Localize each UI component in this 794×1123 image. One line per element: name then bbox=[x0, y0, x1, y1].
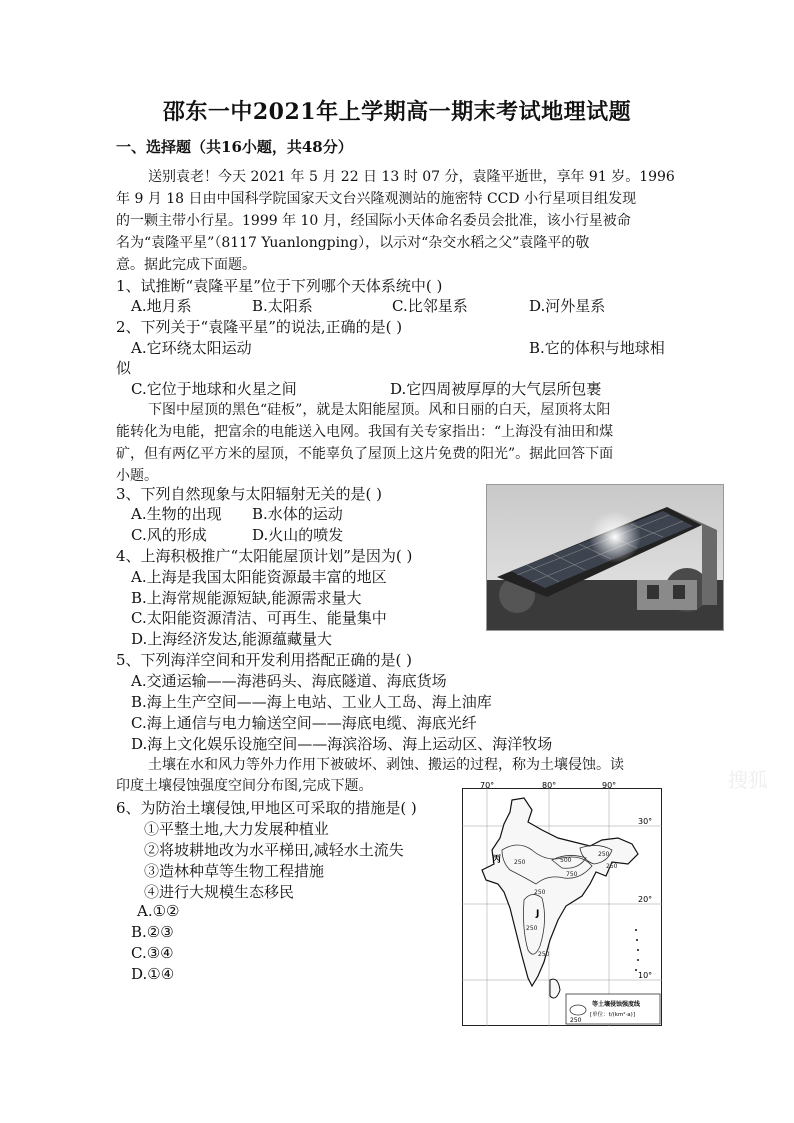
legend-unit: [单位：t/(km²·a)] bbox=[590, 1012, 635, 1018]
q6-stem: 6、为防治土壤侵蚀,甲地区可采取的措施是( ) bbox=[116, 799, 417, 817]
solar-roof-photo bbox=[486, 484, 724, 631]
q6-option-c[interactable]: C.③④ bbox=[131, 944, 174, 962]
intro2-line: 矿，但有两亿平方米的屋顶，不能辜负了屋顶上这片免费的阳光”。据此回答下面 bbox=[116, 446, 614, 462]
legend-value: 250 bbox=[570, 1017, 582, 1024]
q3-option-c[interactable]: C.风的形成 bbox=[131, 526, 207, 544]
page-title: 邵东一中2021年上学期高一期末考试地理试题 bbox=[162, 99, 632, 125]
q3-option-d[interactable]: D.火山的喷发 bbox=[252, 526, 344, 544]
q6-option-a[interactable]: A.①② bbox=[137, 902, 180, 920]
contour-label: 750 bbox=[566, 871, 578, 878]
q1-option-d[interactable]: D.河外星系 bbox=[529, 297, 606, 315]
q6-option-d[interactable]: D.①④ bbox=[131, 965, 175, 983]
contour-label: 250 bbox=[598, 851, 610, 858]
lat-label: 10° bbox=[638, 971, 653, 980]
intro1-line: 的一颗主带小行星。1999 年 10 月，经国际小天体命名委员会批准，该小行星被命 bbox=[116, 213, 631, 229]
intro1-line: 送别袁老！今天 2021 年 5 月 22 日 13 时 07 分，袁隆平逝世，享年 91 岁。1996 bbox=[148, 169, 675, 185]
q2-option-b-wrap: 似 bbox=[116, 359, 132, 377]
q2-option-d[interactable]: D.它四周被厚厚的大气层所包裹 bbox=[390, 380, 602, 398]
q5-stem: 5、下列海洋空间和开发利用搭配正确的是( ) bbox=[116, 651, 413, 669]
q6-option-b[interactable]: B.②③ bbox=[131, 923, 174, 941]
intro1-line: 意。据此完成下面题。 bbox=[116, 257, 256, 273]
q2-option-c[interactable]: C.它位于地球和火星之间 bbox=[131, 380, 297, 398]
q4-option-d[interactable]: D.上海经济发达,能源蕴藏量大 bbox=[131, 630, 333, 648]
section-heading: 一、选择题（共16小题，共48分） bbox=[116, 138, 353, 156]
q4-stem: 4、上海积极推广“太阳能屋顶计划”是因为( ) bbox=[116, 547, 413, 565]
q1-stem: 1、试推断“袁隆平星”位于下列哪个天体系统中( ) bbox=[116, 277, 443, 295]
intro3-line: 土壤在水和风力等外力作用下被破坏、剥蚀、搬运的过程，称为土壤侵蚀。读 bbox=[148, 757, 624, 773]
contour-label: 250 bbox=[606, 863, 618, 870]
intro2-line: 能转化为电能，把富余的电能送入电网。我国有关专家指出：“上海没有油田和煤 bbox=[116, 424, 614, 440]
q4-option-b[interactable]: B.上海常规能源短缺,能源需求量大 bbox=[131, 589, 362, 607]
q1-option-b[interactable]: B.太阳系 bbox=[252, 297, 313, 315]
legend-title: 等土壤侵蚀强度线 bbox=[592, 1001, 641, 1008]
q1-option-c[interactable]: C.比邻星系 bbox=[392, 297, 468, 315]
q2-stem: 2、下列关于“袁隆平星”的说法,正确的是( ) bbox=[116, 318, 403, 336]
india-soil-erosion-map bbox=[462, 780, 662, 1026]
lon-label: 70° bbox=[480, 781, 495, 790]
q3-option-a[interactable]: A.生物的出现 bbox=[131, 505, 222, 523]
contour-label: 250 bbox=[538, 951, 550, 958]
contour-label: 250 bbox=[534, 889, 546, 896]
q5-option-a[interactable]: A.交通运输——海港码头、海底隧道、海底货场 bbox=[131, 672, 447, 690]
q6-statement-4: ④进行大规模生态移民 bbox=[144, 883, 295, 901]
contour-label: 500 bbox=[560, 857, 572, 864]
q3-stem: 3、下列自然现象与太阳辐射无关的是( ) bbox=[116, 485, 383, 503]
lat-label: 20° bbox=[638, 895, 653, 904]
q5-option-d[interactable]: D.海上文化娱乐设施空间——海滨浴场、海上运动区、海洋牧场 bbox=[131, 735, 553, 753]
contour-label: 250 bbox=[526, 925, 538, 932]
intro2-line: 小题。 bbox=[116, 468, 158, 484]
q5-option-b[interactable]: B.海上生产空间——海上电站、工业人工岛、海上油库 bbox=[131, 693, 492, 711]
q6-statement-2: ②将坡耕地改为水平梯田,减轻水土流失 bbox=[144, 841, 404, 859]
q3-option-b[interactable]: B.水体的运动 bbox=[252, 505, 343, 523]
q4-option-a[interactable]: A.上海是我国太阳能资源最丰富的地区 bbox=[131, 568, 387, 586]
lat-label: 30° bbox=[638, 817, 653, 826]
lon-label: 90° bbox=[602, 781, 617, 790]
q6-statement-1: ①平整土地,大力发展种植业 bbox=[144, 820, 329, 838]
region-bing-label: 丙 bbox=[492, 855, 502, 865]
intro1-line: 年 9 月 18 日由中国科学院国家天文台兴隆观测站的施密特 CCD 小行星项目组发现 bbox=[116, 191, 637, 207]
watermark: 搜狐 bbox=[728, 768, 768, 792]
q1-option-a[interactable]: A.地月系 bbox=[131, 297, 192, 315]
q2-option-b[interactable]: B.它的体积与地球相 bbox=[529, 339, 665, 357]
contour-label: 250 bbox=[514, 859, 526, 866]
intro2-line: 下图中屋顶的黑色“硅板”，就是太阳能屋顶。风和日丽的白天，屋顶将太阳 bbox=[148, 402, 611, 418]
q4-option-c[interactable]: C.太阳能资源清洁、可再生、能量集中 bbox=[131, 609, 387, 627]
intro3-line: 印度土壤侵蚀强度空间分布图,完成下题。 bbox=[116, 778, 373, 794]
q5-option-c[interactable]: C.海上通信与电力输送空间——海底电缆、海底光纤 bbox=[131, 714, 477, 732]
region-jia-label: J bbox=[536, 909, 540, 919]
lon-label: 80° bbox=[542, 781, 557, 790]
intro1-line: 名为“袁隆平星”（8117 Yuanlongping），以示对“杂交水稻之父”袁隆平的敬 bbox=[116, 235, 590, 251]
q6-statement-3: ③造林种草等生物工程措施 bbox=[144, 862, 325, 880]
q2-option-a[interactable]: A.它环绕太阳运动 bbox=[131, 339, 252, 357]
